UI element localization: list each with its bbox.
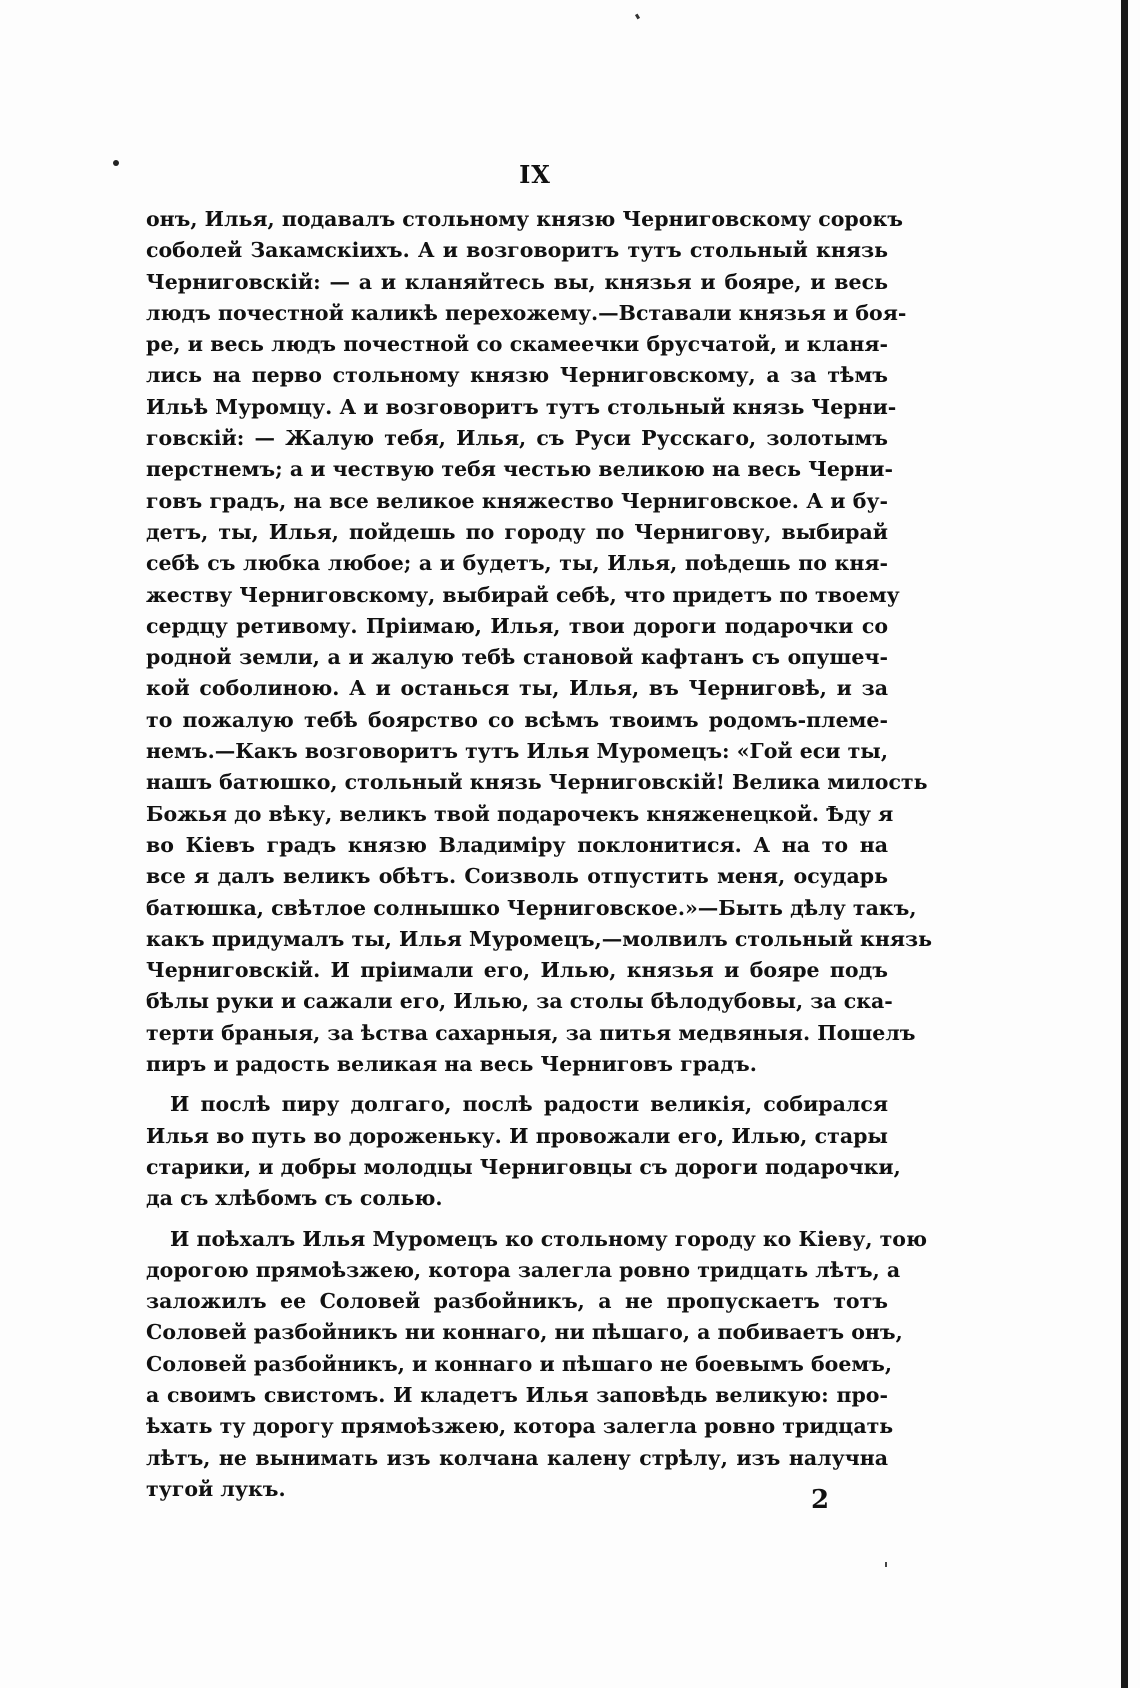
text-line: а своимъ свистомъ. И кладетъ Илья заповѣдь великую: про- <box>146 1382 888 1407</box>
text-line: детъ, ты, Илья, пойдешь по городу по Чернигову, выбирай <box>146 519 888 544</box>
text-line: лись на перво стольному князю Черниговскому, а за тѣмъ <box>146 363 888 388</box>
text-line: перстнемъ; а и чествую тебя честью великою на весь Черни- <box>146 457 894 482</box>
text-line: лѣтъ, не вынимать изъ колчана калену стрѣлу, изъ налучна <box>146 1445 888 1470</box>
text-line: Божья до вѣку, великъ твой подарочекъ княженецкой. Ѣду я <box>146 801 894 826</box>
ink-speck <box>635 14 640 20</box>
text-line: людъ почестной каликѣ перехожему.—Вставали князья и боя- <box>146 300 907 325</box>
body-text <box>146 204 932 1514</box>
paragraph <box>146 204 932 1080</box>
text-line: немъ.—Какъ возговоритъ тутъ Илья Муромецъ: «Гой еси ты, <box>146 739 888 764</box>
ink-speck <box>885 1562 887 1567</box>
text-line: тугой лукъ. <box>146 1476 286 1501</box>
text-line: то пожалую тебѣ боярство со всѣмъ твоимъ родомъ-племе- <box>146 707 888 732</box>
text-line: Черниговскій. И пріимали его, Илью, князья и бояре подъ <box>146 958 888 983</box>
text-line: какъ придумалъ ты, Илья Муромецъ,—молвилъ стольный князь <box>146 926 932 951</box>
text-line: говъ градъ, на все великое княжество Черниговское. А и бу- <box>146 488 888 513</box>
text-line: Илья во путь во дороженьку. И провожали его, Илью, стары <box>146 1123 888 1148</box>
paragraph <box>146 1089 901 1214</box>
text-line: соболей Закамскіихъ. А и возговоритъ тутъ стольный князь <box>146 238 888 263</box>
text-line: Черниговскій: — а и кланяйтесь вы, князья и бояре, и весь <box>146 269 888 294</box>
ink-speck <box>113 160 119 166</box>
text-line: во Кіевъ градъ князю Владиміру поклонитися. А на то на <box>146 832 888 857</box>
text-line: дорогою прямоѣзжею, котора залегла ровно тридцать лѣтъ, а <box>146 1257 901 1282</box>
text-line: И послѣ пиру долгаго, послѣ радости великія, собирался <box>170 1092 888 1117</box>
text-line: старики, и добры молодцы Черниговцы съ дороги подарочки, <box>146 1154 901 1179</box>
text-line: ре, и весь людъ почестной со скамеечки брусчатой, и кланя- <box>146 332 888 357</box>
text-line: ѣхать ту дорогу прямоѣзжею, котора залегла ровно тридцать <box>146 1414 894 1439</box>
text-line: Соловей разбойникъ, и коннаго и пѣшаго не боевымъ боемъ, <box>146 1351 893 1376</box>
text-line: сердцу ретивому. Пріимаю, Илья, твои дороги подарочки со <box>146 613 888 638</box>
text-line: батюшка, свѣтлое солнышко Черниговское.»—Быть дѣлу такъ, <box>146 895 917 920</box>
paragraph <box>146 1224 927 1506</box>
text-line: бѣлы руки и сажали его, Илью, за столы бѣлодубовы, за ска- <box>146 989 893 1014</box>
text-line: пиръ и радость великая на весь Черниговъ градъ. <box>146 1052 757 1077</box>
page-edge-shadow <box>1121 0 1128 1688</box>
text-line: Ильѣ Муромцу. А и возговоритъ тутъ стольный князь Черни- <box>146 394 897 419</box>
text-line: кой соболиною. А и останься ты, Илья, въ Черниговѣ, и за <box>146 676 888 701</box>
text-line: родной земли, а и жалую тебѣ становой кафтанъ съ опушеч- <box>146 645 888 670</box>
text-line: И поѣхалъ Илья Муромецъ ко стольному городу ко Кіеву, тою <box>170 1226 927 1251</box>
text-line: да съ хлѣбомъ съ солью. <box>146 1186 443 1211</box>
text-line: говскій: — Жалую тебя, Илья, съ Руси Русскаго, золотымъ <box>146 426 888 451</box>
text-line: терти браныя, за ѣства сахарныя, за питья медвяныя. Пошелъ <box>146 1020 916 1045</box>
text-line: себѣ съ любка любое; а и будетъ, ты, Илья, поѣдешь по кня- <box>146 551 888 576</box>
text-line: все я далъ великъ обѣтъ. Соизволь отпустить меня, осударь <box>146 864 888 889</box>
signature-mark: 2 <box>810 1485 830 1515</box>
page-number-roman: IX <box>519 160 551 189</box>
text-line: жеству Черниговскому, выбирай себѣ, что придетъ по твоему <box>146 582 900 607</box>
text-line: нашъ батюшко, стольный князь Черниговскій! Велика милость <box>146 770 928 795</box>
text-line: онъ, Илья, подавалъ стольному князю Черниговскому сорокъ <box>146 207 903 231</box>
text-line: заложилъ ее Соловей разбойникъ, а не пропускаетъ тотъ <box>146 1289 888 1314</box>
text-line: Соловей разбойникъ ни коннаго, ни пѣшаго, а побиваетъ онъ, <box>146 1320 903 1345</box>
